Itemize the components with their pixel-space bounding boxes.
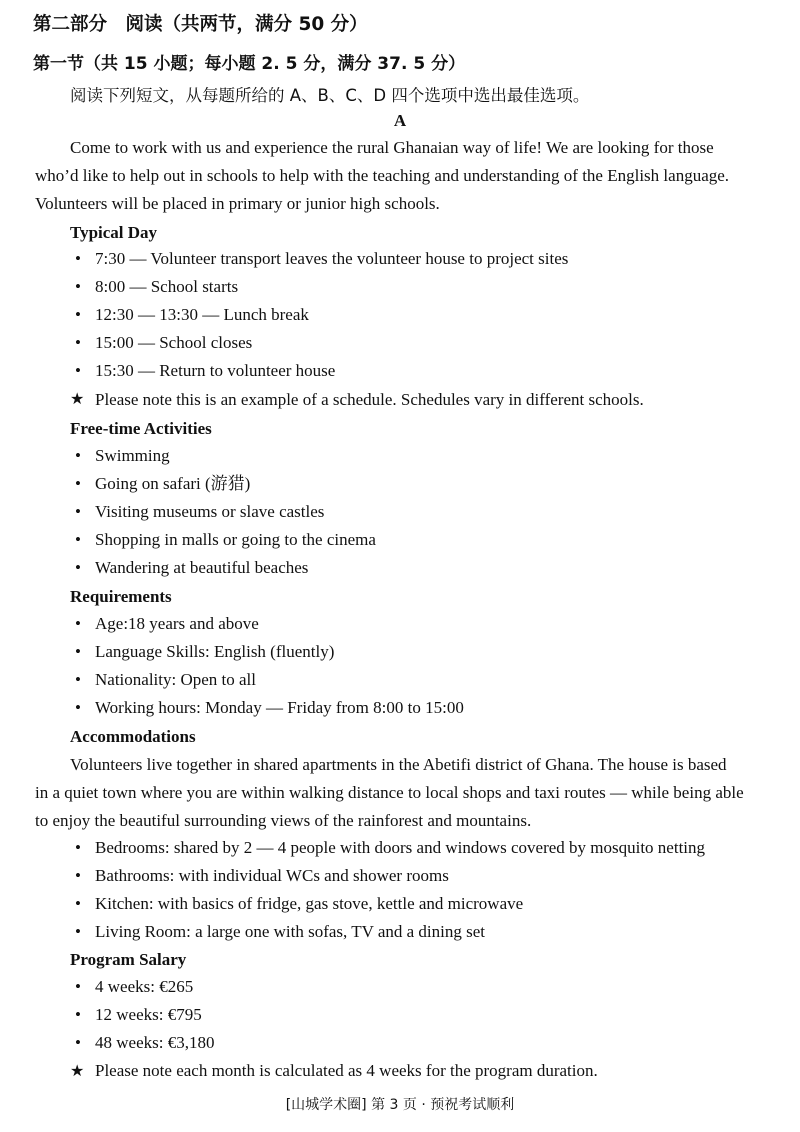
bullet-icon: • [75,333,81,352]
bullet-icon: • [75,922,81,941]
requirements-heading: Requirements [70,587,172,606]
bullet-icon: • [75,698,81,717]
bullet-icon: • [75,249,81,268]
salary-note: Please note each month is calculated as 4 weeks for the program duration. [95,1061,598,1080]
bullet-icon: • [75,894,81,913]
list-item: Kitchen: with basics of fridge, gas stove, kettle and microwave [95,894,524,913]
list-item: 7:30 — Volunteer transport leaves the volunteer house to project sites [95,249,569,268]
intro-line-3: Volunteers will be placed in primary or junior high schools. [35,194,440,213]
accommodations-line-3: to enjoy the beautiful surrounding views of the rainforest and mountains. [35,811,532,830]
bullet-icon: • [75,614,81,633]
accommodations-line-1: Volunteers live together in shared apartments in the Abetifi district of Ghana. The house is based [70,755,727,774]
intro-line-1: Come to work with us and experience the rural Ghanaian way of life! We are looking for those [70,138,714,157]
bullet-icon: • [75,474,81,493]
bullet-icon: • [75,866,81,885]
list-item: 48 weeks: €3,180 [95,1033,215,1052]
bullet-icon: • [75,305,81,324]
salary-heading: Program Salary [70,950,187,969]
bullet-icon: • [75,977,81,996]
list-item: Nationality: Open to all [95,670,256,689]
list-item: Bathrooms: with individual WCs and shower rooms [95,866,449,885]
bullet-icon: • [75,1033,81,1052]
accommodations-line-2: in a quiet town where you are within walking distance to local shops and taxi routes — while being able [35,783,744,802]
bullet-icon: • [75,642,81,661]
bullet-icon: • [75,670,81,689]
section-title: 第一节（共 15 小题；每小题 2. 5 分，满分 37. 5 分） [33,54,466,74]
list-item: 12 weeks: €795 [95,1005,202,1024]
list-item: Shopping in malls or going to the cinema [95,530,376,549]
list-item: 15:30 — Return to volunteer house [95,361,336,380]
list-item: 8:00 — School starts [95,277,239,296]
bullet-icon: • [75,277,81,296]
bullet-icon: • [75,838,81,857]
bullet-icon: • [75,558,81,577]
star-icon: ★ [70,391,85,408]
page-footer: [山城学术圈] 第 3 页 · 预祝考试顺利 [285,1097,515,1113]
schedule-note: Please note this is an example of a schedule. Schedules vary in different schools. [95,390,644,409]
list-item: 4 weeks: €265 [95,977,194,996]
instruction-text: 阅读下列短文，从每题所给的 A、B、C、D 四个选项中选出最佳选项。 [70,86,590,105]
bullet-icon: • [75,502,81,521]
bullet-icon: • [75,446,81,465]
list-item: Going on safari (游猎) [95,474,251,493]
list-item: Bedrooms: shared by 2 — 4 people with doors and windows covered by mosquito netting [95,838,706,857]
list-item: Wandering at beautiful beaches [95,558,309,577]
star-icon: ★ [70,1063,85,1080]
list-item: Living Room: a large one with sofas, TV and a dining set [95,922,486,941]
list-item: Swimming [95,446,170,465]
typical-day-heading: Typical Day [70,223,158,242]
list-item: 12:30 — 13:30 — Lunch break [95,305,309,324]
list-item: 15:00 — School closes [95,333,253,352]
accommodations-heading: Accommodations [70,727,196,746]
list-item: Age:18 years and above [95,614,259,633]
list-item: Language Skills: English (fluently) [95,642,335,661]
free-time-heading: Free-time Activities [70,419,212,438]
intro-line-2: who’d like to help out in schools to help with the teaching and understanding of the English language. [35,166,730,185]
passage-label: A [393,111,407,130]
bullet-icon: • [75,530,81,549]
list-item: Working hours: Monday — Friday from 8:00 to 15:00 [95,698,464,717]
bullet-icon: • [75,1005,81,1024]
part-title: 第二部分 阅读（共两节，满分 50 分） [33,14,368,35]
list-item: Visiting museums or slave castles [95,502,325,521]
bullet-icon: • [75,361,81,380]
